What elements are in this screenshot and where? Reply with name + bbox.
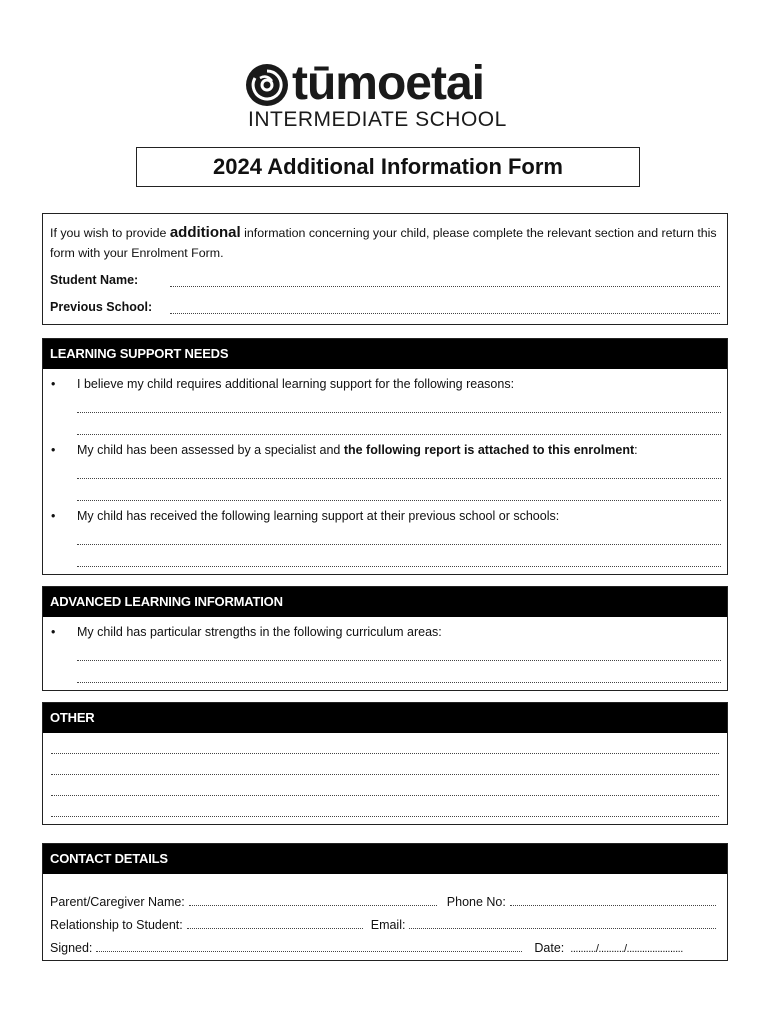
answer-line[interactable] (51, 733, 719, 754)
learning-item-1 (43, 377, 727, 435)
advanced-item-1 (43, 625, 727, 683)
logo-wordmark: tūmoetai (292, 57, 485, 110)
bullet-icon: • (51, 509, 56, 523)
form-title-box (136, 147, 640, 187)
date-field[interactable]: ........../........../...................... (570, 943, 683, 955)
advanced-learning-header: ADVANCED LEARNING INFORMATION (43, 587, 727, 617)
signed-label: Signed: (50, 941, 93, 955)
previous-school-row (50, 297, 720, 317)
learning-item-3-text: My child has received the following learning support at their previous school or schools: (77, 509, 560, 523)
other-section (42, 702, 728, 825)
email-label: Email: (370, 918, 406, 932)
learning-item-2-text-bold: the following report is attached to this enrolment (343, 443, 635, 457)
intro-section (42, 213, 728, 325)
answer-line[interactable] (77, 479, 721, 501)
parent-phone-row (50, 886, 720, 909)
intro-text (50, 223, 720, 263)
answer-line[interactable] (77, 639, 721, 661)
answer-line[interactable] (51, 754, 719, 775)
bullet-icon: • (51, 377, 56, 391)
intro-text-b: information concerning your child, please complete the relevant section and return this form with your Enrolment Form. (50, 226, 717, 260)
koru-logo-icon (244, 62, 290, 108)
advanced-learning-section (42, 586, 728, 691)
student-name-label: Student Name: (50, 273, 139, 287)
bullet-icon: • (51, 443, 56, 457)
intro-text-bold: additional (169, 224, 241, 241)
answer-line[interactable] (51, 796, 719, 817)
contact-details-header: CONTACT DETAILS (43, 844, 727, 874)
signed-date-row (50, 932, 720, 955)
parent-name-field[interactable] (189, 895, 437, 906)
learning-item-2-text-a: My child has been assessed by a specialist and (77, 443, 344, 457)
answer-line[interactable] (77, 545, 721, 567)
logo-subtitle: INTERMEDIATE SCHOOL (248, 108, 507, 131)
form-title: 2024 Additional Information Form (213, 154, 563, 179)
phone-field[interactable] (510, 895, 716, 906)
advanced-item-1-text: My child has particular strengths in the following curriculum areas: (77, 625, 442, 639)
learning-support-header: LEARNING SUPPORT NEEDS (43, 339, 727, 369)
learning-item-2-text (77, 443, 727, 457)
answer-line[interactable] (77, 523, 721, 545)
answer-line[interactable] (77, 457, 721, 479)
relationship-field[interactable] (187, 918, 363, 929)
bullet-icon: • (51, 625, 56, 639)
learning-item-2 (43, 443, 727, 501)
date-label: Date: (534, 941, 565, 955)
student-name-row (50, 270, 720, 290)
contact-details-section (42, 843, 728, 961)
relationship-label: Relationship to Student: (50, 918, 183, 932)
answer-line[interactable] (77, 391, 721, 413)
answer-line[interactable] (77, 413, 721, 435)
other-header: OTHER (43, 703, 727, 733)
signature-field[interactable] (96, 941, 522, 952)
learning-item-2-text-b: : (634, 443, 638, 457)
school-logo (244, 52, 534, 132)
intro-text-a: If you wish to provide (50, 226, 170, 240)
student-name-field[interactable] (170, 274, 720, 287)
answer-line[interactable] (51, 775, 719, 796)
learning-support-section (42, 338, 728, 575)
phone-label: Phone No: (446, 895, 506, 909)
learning-item-3 (43, 509, 727, 567)
relationship-email-row (50, 909, 720, 932)
parent-name-label: Parent/Caregiver Name: (50, 895, 185, 909)
previous-school-label: Previous School: (50, 300, 153, 314)
previous-school-field[interactable] (170, 301, 720, 314)
answer-line[interactable] (77, 661, 721, 683)
learning-item-1-text: I believe my child requires additional learning support for the following reasons: (77, 377, 515, 391)
email-field[interactable] (409, 918, 716, 929)
